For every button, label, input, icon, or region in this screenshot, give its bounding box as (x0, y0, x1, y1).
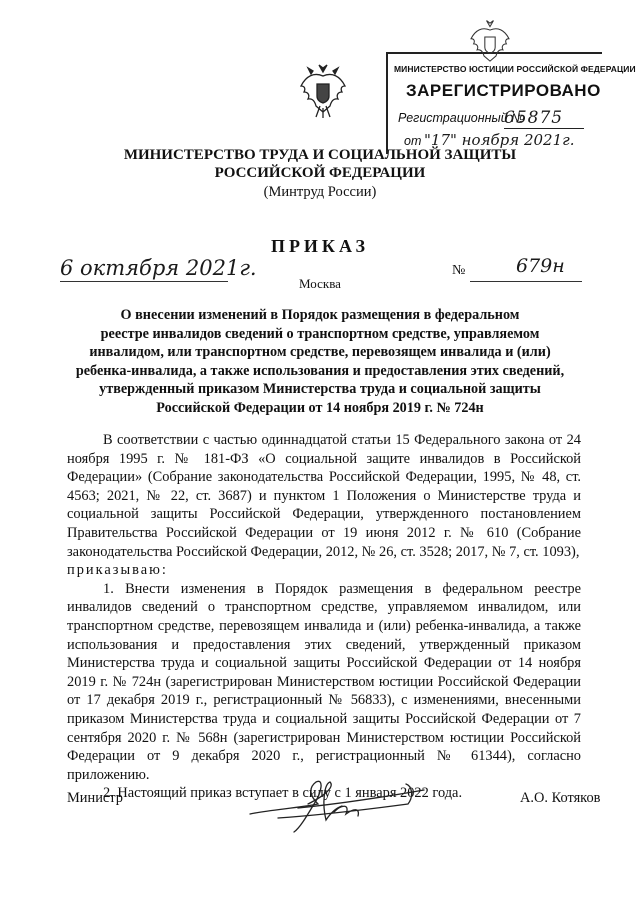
ministry-title (60, 146, 580, 182)
order-item-1: 1. Внести изменения в Порядок размещения в федеральном реестре инвалидов сведений о транспортном средстве, управляемом инвалидом, или транспортном средстве, перевозящем инвалида и (или) ребенка-инвалида, а также использования и предоставления этих сведений, утвержденный приказом Министерства труда и социальной защиты Российской Федерации от 14 ноября 2019 г. № 724н (зарегистрирован Министерством юстиции Российской Федерации от 17 декабря 2019 г., регистрационный № 56833), с изменениями, внесенными приказом Министерства труда и социальной защиты Российской Федерации от 7 сентября 2020 г. № 568н (зарегистрирован Министерством юстиции Российской Федерации от 9 декабря 2020 г., регистрационный № 61344), согласно приложению. (67, 580, 581, 783)
heading-line: реестре инвалидов сведений о транспортном средстве, управляемом (100, 325, 540, 342)
ministry-title-line-2: РОССИЙСКОЙ ФЕДЕРАЦИИ (214, 165, 426, 181)
heading-line: ребенка-инвалида, а также использования и предоставления этих сведений, (75, 362, 565, 379)
state-emblem-icon (298, 62, 348, 120)
signatory-name: А.О. Котяков (520, 790, 601, 806)
stamp-ministry: МИНИСТЕРСТВО ЮСТИЦИИ РОССИЙСКОЙ ФЕДЕРАЦИИ (394, 64, 636, 74)
order-number-underline (470, 281, 582, 282)
signatory-position: Министр (67, 790, 123, 806)
stamp-reg-date: "17" ноября 2021г. (424, 131, 575, 149)
preamble-paragraph: В соответствии с частью одиннадцатой статьи 15 Федерального закона от 24 ноября 1995 г. № 181-ФЗ «О социальной защите инвалидов в Российской Федерации» (Собрание законодательства Российской Федерации, 1995, № 48, ст. 4563; 2021, № 22, ст. 3687) и пунктом 1 Положения о Министерстве труда и социальной защиты Российской Федерации, утвержденного постановлением Правительства Российской Федерации от 19 июня 2012 г. № 610 (Собрание законодательства Российской Федерации, 2012, № 26, ст. 3528; 2017, № 7, ст. 1093), (67, 432, 581, 560)
order-number-label: № (452, 263, 466, 278)
stamp-reg-number: 65875 (504, 108, 584, 129)
order-date: 6 октября 2021г. (60, 256, 257, 280)
ministry-short-name: (Минтруд России) (263, 184, 377, 200)
heading-line: О внесении изменений в Порядок размещения в федеральном (120, 307, 520, 323)
ministry-title-line-1: МИНИСТЕРСТВО ТРУДА И СОЦИАЛЬНОЙ ЗАЩИТЫ (123, 147, 517, 163)
order-heading (60, 306, 580, 418)
order-type: ПРИКАЗ (270, 236, 370, 256)
handwritten-signature (238, 774, 428, 836)
heading-line: инвалидом, или транспортном средстве, перевозящем инвалида и (или) (89, 344, 551, 361)
heading-line: Российской Федерации от 14 ноября 2019 г. № 724н (156, 399, 484, 416)
stamp-emblem-icon (468, 18, 512, 68)
order-word: приказываю: (67, 562, 168, 579)
stamp-registered: ЗАРЕГИСТРИРОВАНО (406, 81, 601, 100)
stamp-reg-label: Регистрационный № (398, 111, 525, 125)
order-body (67, 431, 581, 803)
heading-line: утвержденный приказом Министерства труда и социальной защиты (99, 381, 541, 398)
order-item-2: 2. Настоящий приказ вступает в силу с 1 января 2022 года. (103, 785, 463, 802)
order-number: 679н (516, 255, 565, 277)
order-city: Москва (299, 276, 341, 291)
stamp-date-prefix: от (404, 134, 422, 148)
